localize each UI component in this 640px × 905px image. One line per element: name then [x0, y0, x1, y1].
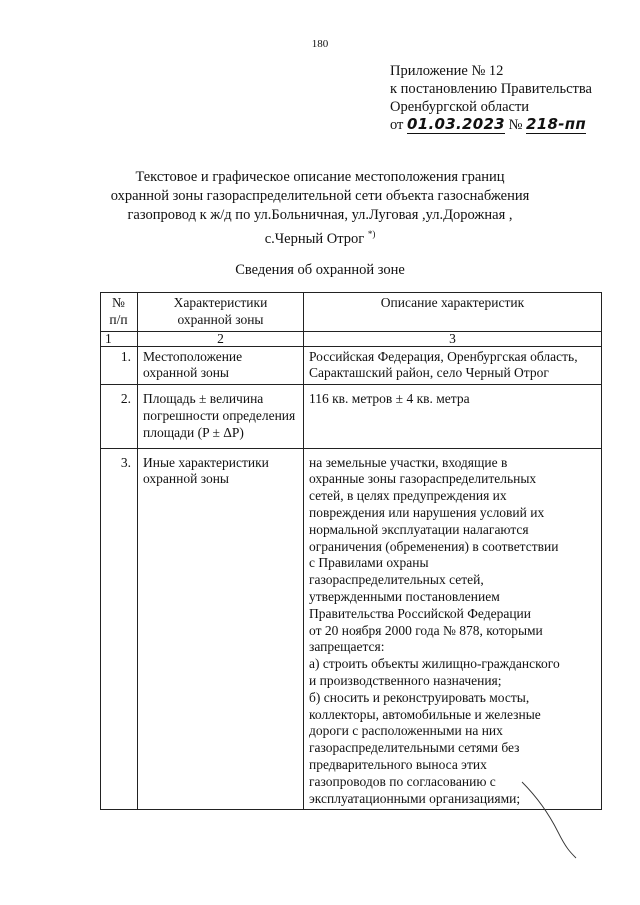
page-number: 180: [311, 38, 329, 50]
description-line: б) сносить и реконструировать мосты,: [309, 689, 530, 705]
appendix-line-region: Оренбургской области: [390, 99, 530, 115]
header-number-abbr: п/п: [109, 311, 128, 327]
description-line: нормальной эксплуатации налагаются: [309, 521, 529, 537]
description-line: предварительного выноса этих: [309, 756, 487, 772]
title-line-4: [80, 225, 560, 249]
header-description-cell: Описание характеристик: [304, 293, 602, 332]
footnote-mark: *): [367, 229, 376, 239]
description-line: эксплуатационными организациями;: [309, 790, 521, 806]
header-characteristic-cell: [138, 293, 304, 332]
description-line: дороги с расположенными на них: [309, 723, 503, 739]
description-line: запрещается:: [309, 639, 385, 655]
appendix-line-resolution: к постановлению Правительства: [390, 81, 592, 97]
description-line: а) строить объекты жилищно-гражданского: [309, 656, 560, 672]
description-line: газораспределительными сетями без: [309, 740, 520, 756]
description-line: с Правилами охраны: [309, 555, 429, 571]
row-description: 116 кв. метров ± 4 кв. метра: [304, 385, 602, 448]
description-line: от 20 ноября 2000 года № 878, которыми: [309, 622, 543, 638]
pen-stroke-mark: [520, 780, 580, 860]
header-number-cell: [101, 293, 138, 332]
header-characteristic-line1: Характеристики: [173, 295, 268, 310]
description-line: на земельные участки, входящие в: [309, 454, 508, 470]
row-number: 3.: [101, 448, 138, 810]
header-number-symbol: №: [112, 295, 125, 310]
description-line: и производственного назначения;: [309, 672, 502, 688]
table-numbering-row: [101, 331, 602, 346]
protected-zone-table: [100, 292, 602, 810]
date-prefix: от: [390, 117, 404, 133]
description-line: газопроводов по согласованию с: [309, 773, 496, 789]
description-line: ограничения (обременения) в соответствии: [309, 538, 559, 554]
description-line: утвержденными постановлением: [309, 588, 500, 604]
title-line-3: газопровод к ж/д по ул.Больничная, ул.Луговая ,ул.Дорожная ,: [127, 207, 513, 223]
document-title: [80, 168, 560, 249]
row-number: 1.: [101, 346, 138, 385]
title-village: с.Черный Отрог: [264, 230, 365, 247]
appendix-title: Приложение № 12: [390, 63, 504, 79]
description-line: газораспределительных сетей,: [309, 572, 484, 588]
row-characteristic: Местоположение охранной зоны: [138, 346, 304, 385]
appendix-date-line: [390, 116, 592, 134]
title-line-2: охранной зоны газораспределительной сети объекта газоснабжения: [110, 188, 530, 204]
title-line-1: Текстовое и графическое описание местоположения границ: [135, 169, 505, 185]
row-number: 2.: [101, 385, 138, 448]
number-prefix: №: [508, 117, 523, 133]
table-header-row: [101, 293, 602, 332]
row-description: [304, 448, 602, 810]
description-line: Правительства Российской Федерации: [309, 605, 531, 621]
description-line: повреждения или нарушения условий их: [309, 504, 545, 520]
row-characteristic: Площадь ± величина погрешности определения площади (P ± ΔP): [138, 385, 304, 448]
row-characteristic: Иные характеристики охранной зоны: [138, 448, 304, 810]
numbering-cell-3: 3: [304, 331, 602, 346]
header-characteristic-line2: охранной зоны: [177, 311, 264, 327]
numbering-cell-2: 2: [138, 331, 304, 346]
table-row: [101, 385, 602, 448]
appendix-block: [390, 62, 592, 134]
description-line: охранные зоны газораспределительных: [309, 471, 537, 487]
row-description: Российская Федерация, Оренбургская область, Саракташский район, село Черный Отрог: [304, 346, 602, 385]
table-row: [101, 346, 602, 385]
description-line: коллекторы, автомобильные и железные: [309, 706, 541, 722]
table-row: [101, 448, 602, 810]
handwritten-number: 218-пп: [526, 115, 587, 133]
description-line: сетей, в целях предупреждения их: [309, 488, 507, 504]
handwritten-date: 01.03.2023: [407, 115, 505, 133]
numbering-cell-1: 1: [101, 331, 138, 346]
section-subtitle: Сведения об охранной зоне: [235, 262, 405, 278]
